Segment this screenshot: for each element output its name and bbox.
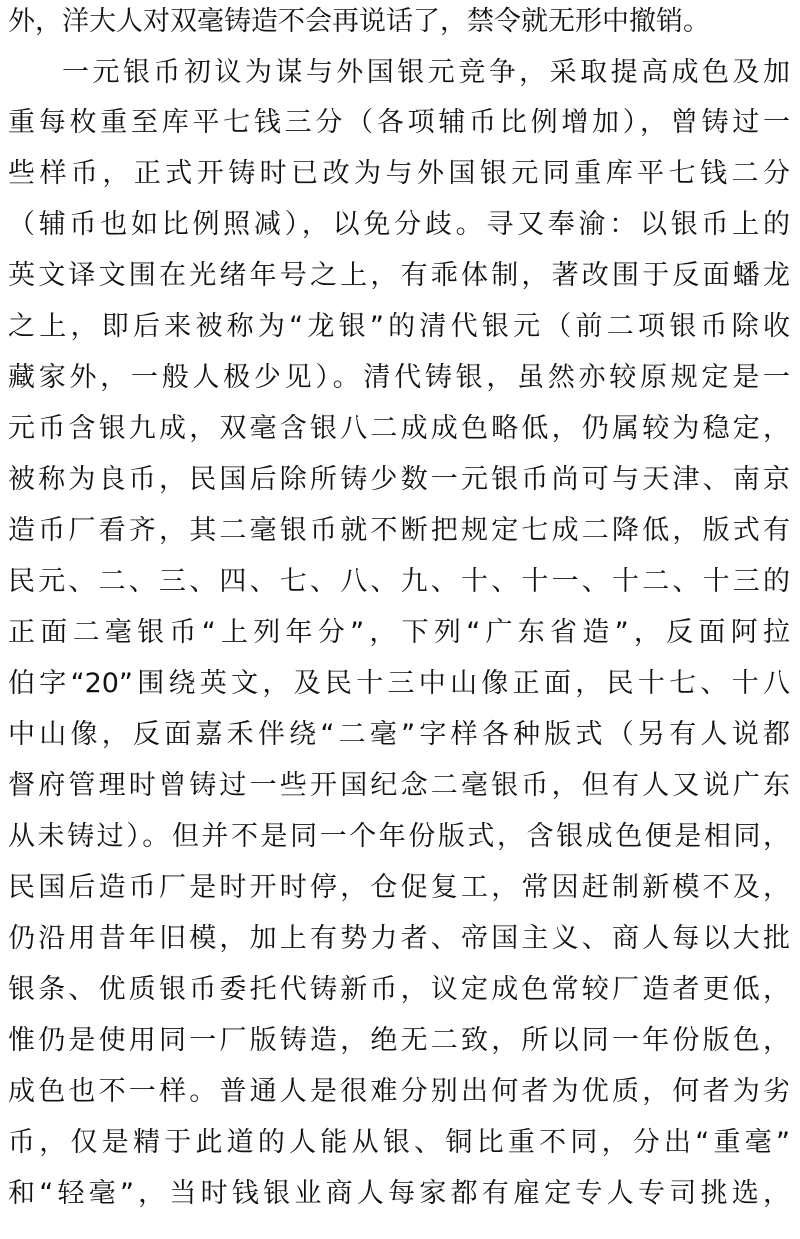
text-line: 藏家外，一般人极少见）。清代铸银，虽然亦较原规定是一 (8, 362, 790, 393)
text-line: 从未铸过）。但并不是同一个年份版式，含银成色便是相同， (8, 821, 790, 852)
paragraph-start-line: 一元银币初议为谋与外国银元竞争，采取提高成色及加 (62, 57, 790, 88)
text-line: 英文译文围在光绪年号之上，有乖体制，著改围于反面蟠龙 (8, 260, 790, 291)
text-line: 民元、二、三、四、七、八、九、十、十一、十二、十三的 (8, 566, 790, 597)
text-line: 币，仅是精于此道的人能从银、铜比重不同，分出“重毫” (8, 1127, 790, 1158)
text-line: 外，洋大人对双毫铸造不会再说话了，禁令就无形中撤销。 (8, 6, 710, 37)
text-line: 造币厂看齐，其二毫银币就不断把规定七成二降低，版式有 (8, 515, 790, 546)
text-line: （辅币也如比例照减），以免分歧。寻又奉渝：以银币上的 (8, 209, 790, 240)
text-line: 些样币，正式开铸时已改为与外国银元同重库平七钱二分 (8, 158, 790, 189)
text-line: 督府管理时曾铸过一些开国纪念二毫银币，但有人又说广东 (8, 770, 790, 801)
text-line: 仍沿用昔年旧模，加上有势力者、帝国主义、商人每以大批 (8, 923, 790, 954)
text-line: 重每枚重至库平七钱三分（各项辅币比例增加），曾铸过一 (8, 107, 790, 138)
text-line: 伯字“20”围绕英文，及民十三中山像正面，民十七、十八 (8, 668, 790, 699)
text-line: 和“轻毫”，当时钱银业商人每家都有雇定专人专司挑选， (8, 1178, 790, 1209)
text-line: 被称为良币，民国后除所铸少数一元银币尚可与天津、南京 (8, 464, 790, 495)
text-line: 银条、优质银币委托代铸新币，议定成色常较厂造者更低， (8, 974, 790, 1005)
text-line: 中山像，反面嘉禾伴绕“二毫”字样各种版式（另有人说都 (8, 719, 790, 750)
text-line: 民国后造币厂是时开时停，仓促复工，常因赶制新模不及， (8, 872, 790, 903)
text-line: 元币含银九成，双毫含银八二成成色略低，仍属较为稳定， (8, 413, 790, 444)
text-line: 成色也不一样。普通人是很难分别出何者为优质，何者为劣 (8, 1076, 790, 1107)
text-line: 惟仍是使用同一厂版铸造，绝无二致，所以同一年份版色， (8, 1025, 790, 1056)
text-line: 正面二毫银币“上列年分”，下列“广东省造”，反面阿拉 (8, 617, 790, 648)
text-line: 之上，即后来被称为“龙银”的清代银元（前二项银币除收 (8, 311, 790, 342)
